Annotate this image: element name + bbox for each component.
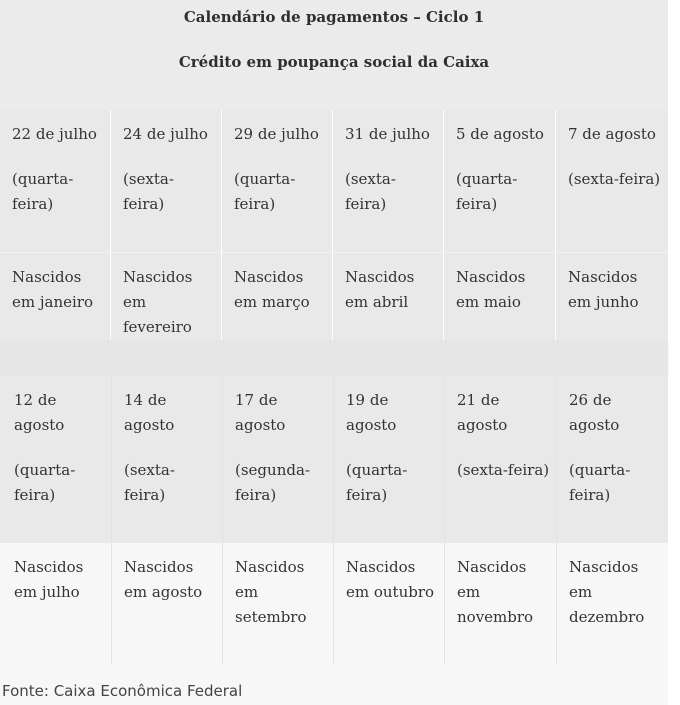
birth-cell (445, 543, 557, 664)
birth-cell (0, 543, 112, 664)
date-text: 5 de agosto (456, 125, 544, 143)
date-text: 31 de julho (345, 125, 430, 143)
table-separator (0, 340, 668, 376)
weekday-text: (sexta-feira) (457, 461, 550, 479)
birth-cell (333, 253, 444, 341)
weekday-text: (quarta-feira) (12, 170, 74, 213)
birth-text: Nascidos em outubro (346, 558, 435, 601)
date-cell (444, 110, 556, 252)
date-cell (112, 376, 223, 543)
weekday-text: (quarta-feira) (569, 461, 631, 504)
date-cell (333, 110, 444, 252)
birth-text: Nascidos em agosto (124, 558, 203, 601)
source-note: Fonte: Caixa Econômica Federal (2, 682, 243, 700)
birth-text: Nascidos em março (234, 268, 310, 311)
date-text: 26 de agosto (569, 391, 620, 434)
birth-text: Nascidos em julho (14, 558, 84, 601)
weekday-text: (sexta-feira) (123, 170, 174, 213)
birth-cell (223, 543, 334, 664)
births-row-2 (0, 543, 668, 664)
dates-row-1 (0, 110, 668, 252)
birth-text: Nascidos em abril (345, 268, 415, 311)
weekday-text: (quarta-feira) (234, 170, 296, 213)
weekday-text: (sexta-feira) (124, 461, 175, 504)
birth-text: Nascidos em novembro (457, 558, 534, 626)
date-text: 17 de agosto (235, 391, 286, 434)
weekday-text: (sexta-feira) (345, 170, 396, 213)
date-text: 21 de agosto (457, 391, 508, 434)
date-cell (111, 110, 222, 252)
date-cell (0, 110, 111, 252)
table-header (0, 0, 668, 110)
date-cell (556, 110, 668, 252)
date-cell (334, 376, 445, 543)
birth-cell (222, 253, 333, 341)
dates-row-2 (0, 376, 668, 543)
birth-text: Nascidos em fevereiro (123, 268, 193, 336)
date-text: 12 de agosto (14, 391, 65, 434)
date-cell (557, 376, 668, 543)
date-text: 19 de agosto (346, 391, 397, 434)
date-cell (222, 110, 333, 252)
weekday-text: (quarta-feira) (14, 461, 76, 504)
birth-cell (557, 543, 668, 664)
date-text: 24 de julho (123, 125, 208, 143)
birth-cell (334, 543, 445, 664)
date-text: 7 de agosto (568, 125, 656, 143)
date-text: 14 de agosto (124, 391, 175, 434)
weekday-text: (segunda-feira) (235, 461, 310, 504)
calendar-title: Calendário de pagamentos – Ciclo 1 (183, 8, 485, 26)
weekday-text: (quarta-feira) (346, 461, 408, 504)
weekday-text: (quarta-feira) (456, 170, 518, 213)
birth-text: Nascidos em dezembro (569, 558, 645, 626)
date-cell (223, 376, 334, 543)
weekday-text: (sexta-feira) (568, 170, 661, 188)
calendar-subtitle: Crédito em poupança social da Caixa (178, 53, 490, 71)
births-row-1 (0, 252, 668, 341)
birth-cell (111, 253, 222, 341)
date-text: 29 de julho (234, 125, 319, 143)
date-text: 22 de julho (12, 125, 97, 143)
birth-cell (444, 253, 556, 341)
date-cell (0, 376, 112, 543)
birth-cell (556, 253, 668, 341)
birth-text: Nascidos em setembro (235, 558, 307, 626)
birth-text: Nascidos em junho (568, 268, 639, 311)
birth-text: Nascidos em janeiro (12, 268, 93, 311)
date-cell (445, 376, 557, 543)
birth-cell (0, 253, 111, 341)
birth-text: Nascidos em maio (456, 268, 526, 311)
birth-cell (112, 543, 223, 664)
